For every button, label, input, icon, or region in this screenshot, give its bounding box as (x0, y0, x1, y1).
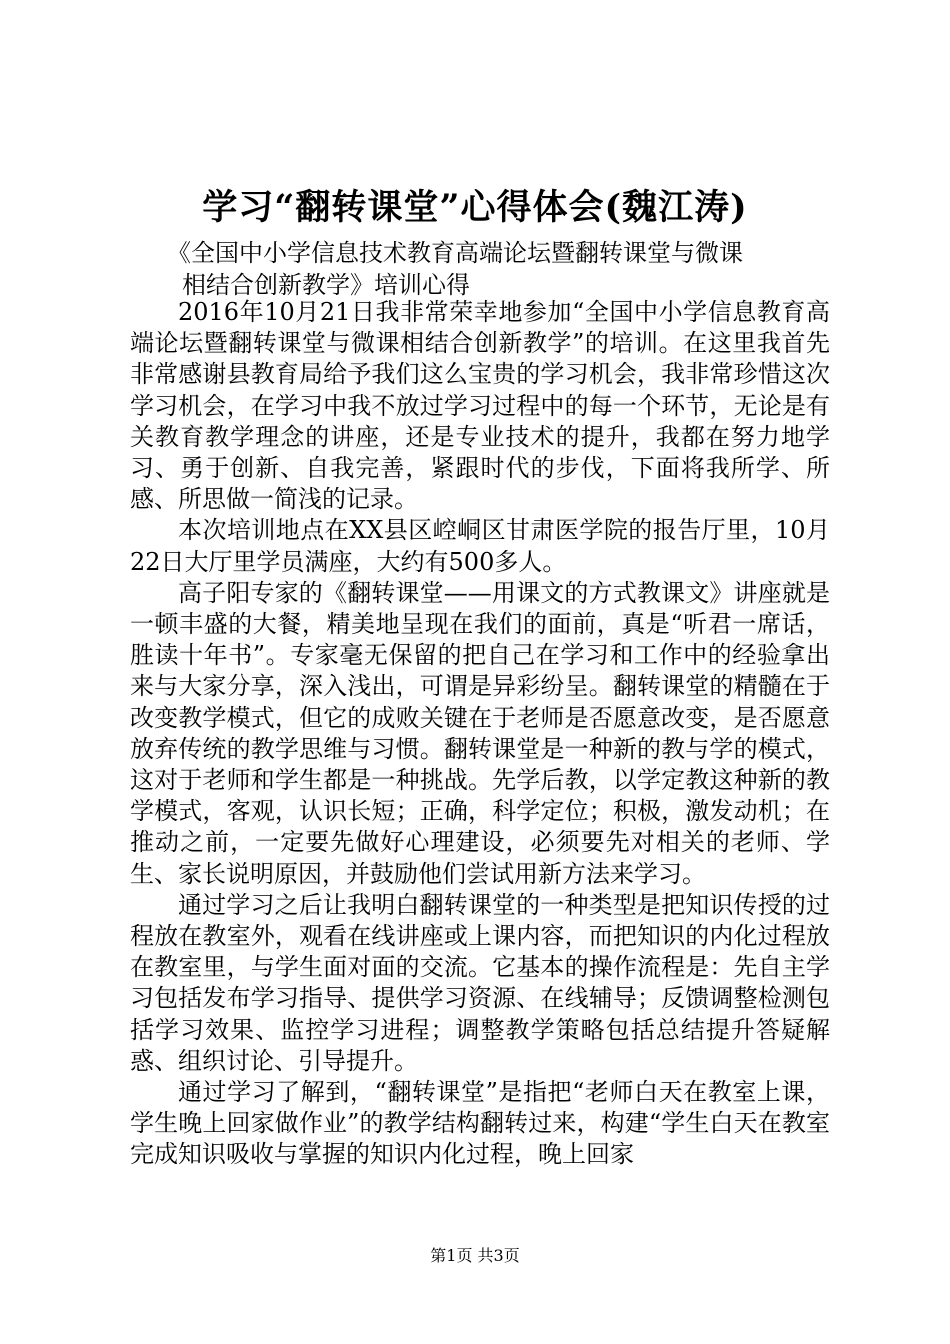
subtitle-line-1: 《全国中小学信息技术教育高端论坛暨翻转课堂与微课 (167, 239, 743, 267)
page-footer (0, 1245, 950, 1267)
subtitle-line-2: 相结合创新教学》培训心得 (182, 271, 470, 299)
page-indicator: 第1页 共3页 (430, 1246, 520, 1265)
paragraph: 高子阳专家的《翻转课堂——用课文的方式教课文》讲座就是一顿丰盛的大餐，精美地呈现在我们的面前，真是“听君一席话，胜读十年书”。专家毫无保留的把自己在学习和工作中的经验拿出来与大家分享，深入浅出，可谓是异彩纷呈。翻转课堂的精髓在于改变教学模式，但它的成败关键在于老师是否愿意改变，是否愿意放弃传统的教学思维与习惯。翻转课堂是一种新的教与学的模式，这对于老师和学生都是一种挑战。先学后教，以学定教这种新的教学模式，客观，认识长短；正确，科学定位；积极，激发动机；在推动之前，一定要先做好心理建设，必须要先对相关的老师、学生、家长说明原因，并鼓励他们尝试用新方法来学习。 (130, 578, 830, 888)
paragraph: 通过学习之后让我明白翻转课堂的一种类型是把知识传授的过程放在教室外，观看在线讲座或上课内容，而把知识的内化过程放在教室里，与学生面对面的交流。它基本的操作流程是：先自主学习包括发布学习指导、提供学习资源、在线辅导；反馈调整检测包括学习效果、监控学习进程；调整教学策略包括总结提升答疑解惑、组织讨论、引导提升。 (130, 890, 830, 1075)
paragraph: 通过学习了解到，“翻转课堂”是指把“老师白天在教室上课，学生晚上回家做作业”的教学结构翻转过来，构建“学生白天在教室完成知识吸收与掌握的知识内化过程，晚上回家 (130, 1078, 830, 1169)
document-title: 学习“翻转课堂”心得体会(魏江涛) (202, 187, 748, 228)
document-body (130, 297, 830, 1171)
paragraph: 本次培训地点在XX县区崆峒区甘肃医学院的报告厅里，10月22日大厅里学员满座，大约有500多人。 (130, 516, 830, 576)
paragraph: 2016年10月21日我非常荣幸地参加“全国中小学信息教育高端论坛暨翻转课堂与微课相结合创新教学”的培训。在这里我首先非常感谢县教育局给予我们这么宝贵的学习机会，我非常珍惜这次学习机会，在学习中我不放过学习过程中的每一个环节，无论是有关教育教学理念的讲座，还是专业技术的提升，我都在努力地学习、勇于创新、自我完善，紧跟时代的步伐，下面将我所学、所感、所思做一简浅的记录。 (130, 298, 830, 514)
document-subtitle (167, 237, 862, 301)
